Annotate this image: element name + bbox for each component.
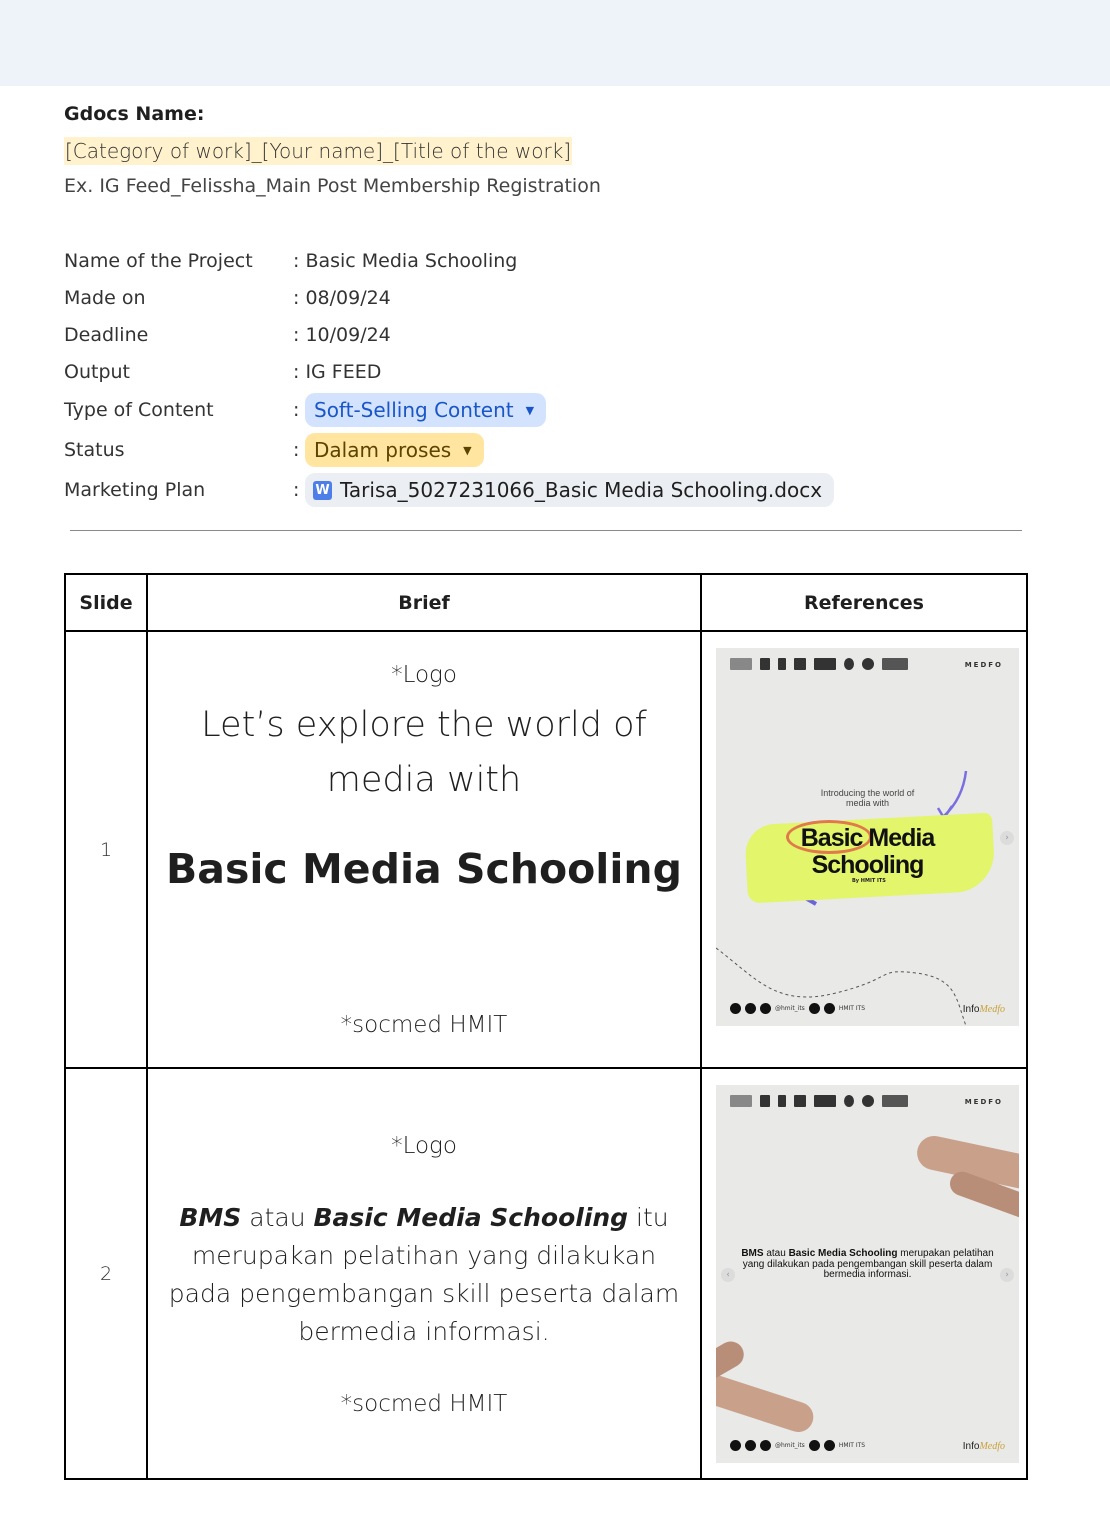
infomedfo-logo — [963, 1004, 1005, 1015]
meta-row-marketing-plan — [64, 473, 964, 507]
meta-row-type-of-content — [64, 393, 964, 427]
meta-key: Type of Content — [64, 399, 214, 421]
meta-row-made-on — [64, 281, 964, 315]
poster-social-footer — [730, 1440, 865, 1451]
meta-value: : 08/09/24 — [293, 287, 391, 309]
marketing-plan-file-name: Tarisa_5027231066_Basic Media Schooling.docx — [340, 478, 823, 502]
meta-colon: : — [293, 439, 300, 461]
instagram-icon — [730, 1440, 741, 1451]
poster-text: atau — [763, 1248, 789, 1259]
info-brand-text: Medfo — [979, 1441, 1005, 1452]
brief-cell — [147, 1068, 701, 1479]
word-doc-icon: W — [313, 481, 332, 500]
meta-row-deadline — [64, 318, 964, 352]
carousel-prev-icon[interactable]: ‹ — [721, 1268, 735, 1282]
chevron-down-icon: ▼ — [525, 403, 535, 417]
tiktok-icon — [760, 1440, 771, 1451]
brief-logo-note: *Logo — [391, 1133, 457, 1159]
brief-text: atau — [241, 1203, 314, 1232]
brief-title: Basic Media Schooling — [166, 845, 682, 893]
social-handle: HMIT ITS — [838, 1442, 866, 1449]
linkedin-icon — [809, 1440, 820, 1451]
slide-number: 2 — [65, 1068, 147, 1479]
reference-image-slide-1 — [716, 648, 1019, 1026]
medfo-logo: MEDFO — [964, 1098, 1003, 1106]
brief-paragraph — [168, 1199, 680, 1351]
brief-table — [64, 573, 1028, 1480]
slide-number: 1 — [65, 631, 147, 1068]
table-row — [65, 1068, 1027, 1479]
instagram-icon — [730, 1003, 741, 1014]
brief-bold-term: BMS — [179, 1203, 242, 1232]
medfo-logo: MEDFO — [964, 661, 1003, 669]
poster-title: Basic Media Schooling — [800, 824, 935, 879]
partner-logo — [814, 1095, 836, 1107]
social-handle: @hmit_its — [775, 1442, 805, 1449]
youtube-icon — [824, 1003, 835, 1014]
gdocs-name-template: [Category of work]_[Your name]_[Title of the work] — [65, 139, 572, 163]
poster-byline: By HMIT ITS — [852, 878, 886, 884]
meta-colon: : — [293, 479, 300, 501]
partner-logo — [778, 1095, 786, 1107]
info-brand-text: Medfo — [979, 1004, 1005, 1015]
top-toolbar-band — [0, 0, 1110, 86]
type-of-content-value: Soft-Selling Content — [314, 398, 514, 422]
meta-key: Deadline — [64, 324, 149, 346]
chevron-down-icon: ▼ — [463, 443, 472, 457]
gdocs-name-example: Ex. IG Feed_Felissha_Main Post Membership Registration — [64, 175, 601, 197]
social-handle: @hmit_its — [775, 1005, 805, 1012]
column-header-slide: Slide — [65, 574, 147, 631]
partner-logo — [844, 1095, 854, 1107]
meta-key: Name of the Project — [64, 250, 253, 272]
meta-row-output — [64, 355, 964, 389]
table-header-row — [65, 574, 1027, 631]
table-row — [65, 631, 1027, 1068]
partner-logo — [760, 1095, 770, 1107]
partner-logo — [862, 1095, 874, 1107]
meta-key: Marketing Plan — [64, 479, 206, 501]
poster-bold-term: BMS — [741, 1248, 764, 1259]
meta-key: Status — [64, 439, 125, 461]
column-header-references: References — [701, 574, 1027, 631]
brief-bold-term: Basic Media Schooling — [313, 1203, 629, 1232]
partner-logo — [882, 1095, 908, 1107]
info-text: Info — [962, 1441, 980, 1452]
type-of-content-dropdown[interactable] — [305, 393, 546, 427]
poster-body-text — [736, 1249, 999, 1281]
partner-logo — [794, 1095, 806, 1107]
reference-cell — [701, 1068, 1027, 1479]
column-header-brief: Brief — [147, 574, 701, 631]
meta-key: Made on — [64, 287, 146, 309]
meta-value: : 10/09/24 — [293, 324, 391, 346]
info-text: Info — [962, 1004, 980, 1015]
infomedfo-logo — [963, 1441, 1005, 1452]
social-handle: HMIT ITS — [838, 1005, 866, 1012]
meta-value: : Basic Media Schooling — [293, 250, 518, 272]
brief-cell — [147, 631, 701, 1068]
brief-socmed-note: *socmed HMIT — [340, 1012, 508, 1038]
horizontal-divider — [70, 530, 1022, 531]
hand-image — [716, 1364, 817, 1436]
meta-colon: : — [293, 399, 300, 421]
meta-row-status — [64, 433, 964, 467]
x-icon — [745, 1440, 756, 1451]
poster-text: merupakan pelatihan yang dilakukan pada pengembangan skill peserta dalam bermedia informasi. — [742, 1248, 994, 1280]
carousel-next-icon[interactable]: › — [1000, 1268, 1014, 1282]
linkedin-icon — [809, 1003, 820, 1014]
marketing-plan-file-chip[interactable] — [305, 473, 834, 507]
partner-logos — [730, 1095, 908, 1107]
brief-logo-note: *Logo — [391, 662, 457, 688]
meta-value: : IG FEED — [293, 361, 382, 383]
poster-social-footer — [730, 1003, 865, 1014]
status-dropdown[interactable] — [305, 433, 484, 467]
brief-socmed-note: *socmed HMIT — [340, 1391, 508, 1417]
carousel-next-icon[interactable]: › — [1000, 831, 1014, 845]
brief-headline: Let’s explore the world of media with — [201, 705, 647, 800]
poster-intro-text: Introducing the world of media with — [820, 788, 915, 808]
youtube-icon — [824, 1440, 835, 1451]
partner-logo — [730, 1095, 752, 1107]
brief-text: itu merupakan pelatihan yang dilakukan pada pengembangan skill peserta dalam bermedia informasi. — [168, 1203, 680, 1346]
reference-cell — [701, 631, 1027, 1068]
reference-image-slide-2 — [716, 1085, 1019, 1463]
poster-bold-term: Basic Media Schooling — [788, 1248, 898, 1259]
tiktok-icon — [760, 1003, 771, 1014]
status-value: Dalam proses — [314, 438, 452, 462]
meta-row-project — [64, 244, 964, 278]
gdocs-name-label: Gdocs Name: — [64, 103, 205, 125]
meta-key: Output — [64, 361, 130, 383]
x-icon — [745, 1003, 756, 1014]
